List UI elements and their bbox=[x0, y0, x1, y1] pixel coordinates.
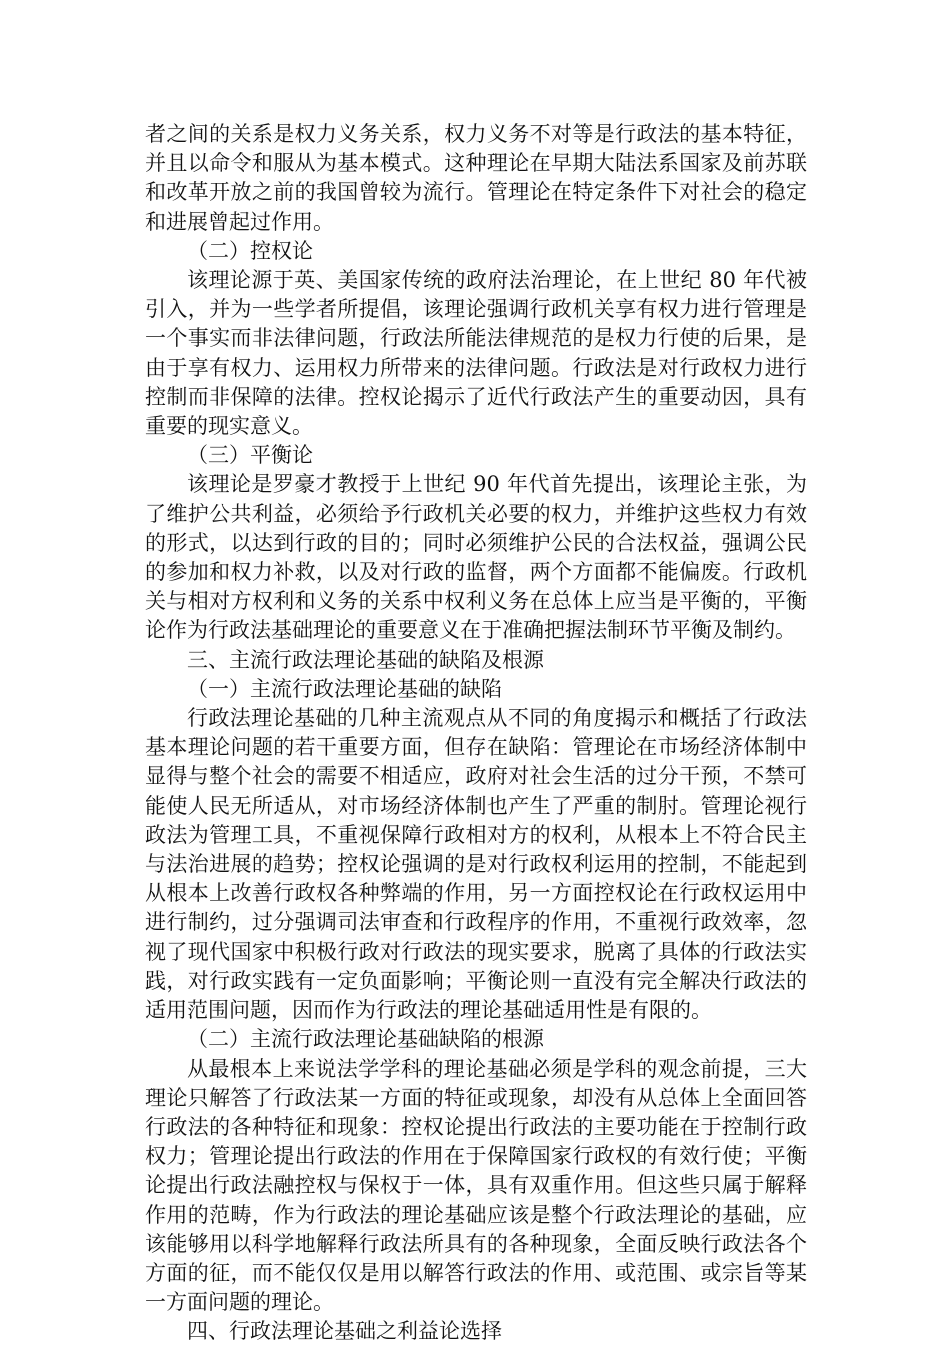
document-body bbox=[145, 120, 807, 1347]
section-heading-3: 三、主流行政法理论基础的缺陷及根源 bbox=[187, 647, 544, 672]
section-heading-4: 四、行政法理论基础之利益论选择 bbox=[187, 1319, 502, 1344]
paragraph-kongquanlun: 该理论源于英、美国家传统的政府法治理论，在上世纪 80 年代被引入，并为一些学者所提倡，该理论强调行政机关享有权力进行管理是一个事实而非法律问题，行政法所能法律规范的是权力行使的后果，是由于享有权力、运用权力所带来的法律问题。行政法是对行政权力进行控制而非保障的法律。控权论揭示了近代行政法产生的重要动因，具有重要的现实意义。 bbox=[145, 268, 807, 439]
section-heading-pinghenglun: （三）平衡论 bbox=[187, 443, 313, 468]
paragraph-roots: 从最根本上来说法学学科的理论基础必须是学科的观念前提，三大理论只解答了行政法某一方面的特征或现象，却没有从总体上全面回答行政法的各种特征和现象：控权论提出行政法的主要功能在于控制行政权力；管理论提出行政法的作用在于保障国家行政权的有效行使；平衡论提出行政法融控权与保权于一体，具有双重作用。但这些只属于解释作用的范畴，作为行政法的理论基础应该是整个行政法理论的基础，应该能够用以科学地解释行政法所具有的各种现象，全面反映行政法各个方面的征，而不能仅仅是用以解答行政法的作用、或范围、或宗旨等某一方面问题的理论。 bbox=[145, 1056, 807, 1315]
section-heading-3-1: （一）主流行政法理论基础的缺陷 bbox=[187, 676, 502, 701]
paragraph-continuation: 者之间的关系是权力义务关系，权力义务不对等是行政法的基本特征，并且以命令和服从为基本模式。这种理论在早期大陆法系国家及前苏联和改革开放之前的我国曾较为流行。管理论在特定条件下对社会的稳定和进展曾起过作用。 bbox=[145, 122, 807, 234]
paragraph-defects: 行政法理论基础的几种主流观点从不同的角度揭示和概括了行政法基本理论问题的若干重要方面，但存在缺陷：管理论在市场经济体制中显得与整个社会的需要不相适应，政府对社会生活的过分干预，不禁可能使人民无所适从，对市场经济体制也产生了严重的制肘。管理论视行政法为管理工具，不重视保障行政相对方的权利，从根本上不符合民主与法治进展的趋势；控权论强调的是对行政权利运用的控制，不能起到从根本上改善行政权各种弊端的作用，另一方面控权论在行政权运用中进行制约，过分强调司法审查和行政程序的作用，不重视行政效率，忽视了现代国家中积极行政对行政法的现实要求，脱离了具体的行政法实践，对行政实践有一定负面影响；平衡论则一直没有完全解决行政法的适用范围问题，因而作为行政法的理论基础适用性是有限的。 bbox=[145, 706, 807, 1023]
section-heading-kongquanlun: （二）控权论 bbox=[187, 238, 313, 263]
paragraph-pinghenglun: 该理论是罗豪才教授于上世纪 90 年代首先提出，该理论主张，为了维护公共利益，必须给予行政机关必要的权力，并维护这些权力有效的形式，以达到行政的目的；同时必须维护公民的合法权益，强调公民的参加和权力补救，以及对行政的监督，两个方面都不能偏废。行政机关与相对方权利和义务的关系中权利义务在总体上应当是平衡的，平衡论作为行政法基础理论的重要意义在于准确把握法制环节平衡及制约。 bbox=[145, 472, 807, 643]
section-heading-3-2: （二）主流行政法理论基础缺陷的根源 bbox=[187, 1027, 544, 1052]
